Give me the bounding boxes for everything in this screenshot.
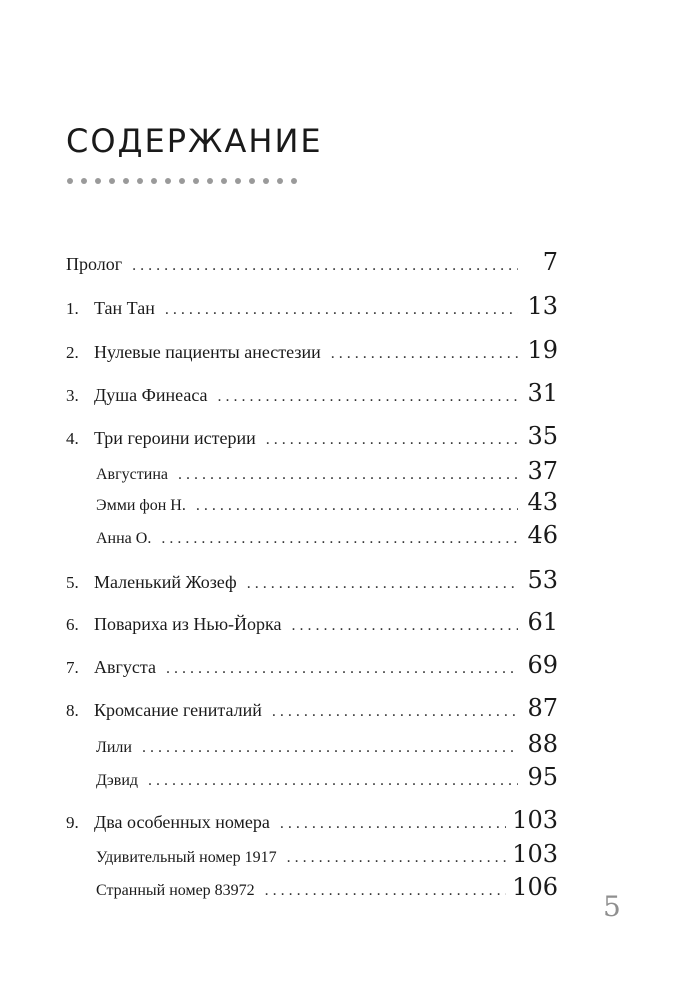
toc-subentry[interactable] [96, 457, 558, 485]
toc-subentry[interactable] [96, 840, 558, 868]
toc-entry-chapter-2[interactable] [66, 336, 558, 364]
toc-subentry[interactable] [96, 873, 558, 901]
toc-entry-page: 13 [527, 292, 558, 320]
toc-entry-page: 46 [527, 521, 558, 549]
toc-entry-page: 31 [527, 379, 558, 407]
dot-leader [132, 257, 518, 275]
dot-leader [178, 466, 518, 484]
toc-entry-title: Повариха из Нью-Йорка [94, 614, 282, 634]
toc-entry-chapter-7[interactable] [66, 651, 558, 679]
toc-entry-page: 95 [527, 763, 558, 791]
toc-entry-page: 69 [527, 651, 558, 679]
toc-entry-number: 9. [66, 813, 79, 832]
toc-subentry[interactable] [96, 763, 558, 791]
toc-entry-title: Лили [96, 739, 132, 756]
toc-entry-title: Нулевые пациенты анестезии [94, 342, 321, 362]
toc-entry-chapter-6[interactable] [66, 608, 558, 636]
toc-entry-title: Августа [94, 657, 156, 677]
toc-entry-number: 6. [66, 615, 79, 634]
toc-entry-title: Анна О. [96, 530, 152, 547]
toc-entry-number: 4. [66, 429, 79, 448]
dot-leader [287, 849, 507, 867]
toc-entry-title: Кромсание гениталий [94, 700, 262, 720]
dot-leader [142, 739, 518, 757]
toc-entry-prologue[interactable] [66, 248, 558, 276]
toc-entry-title: Два особенных номера [94, 812, 270, 832]
dotted-divider [67, 178, 297, 184]
toc-entry-page: 7 [542, 248, 558, 276]
dot-leader [166, 660, 518, 678]
toc-entry-page: 35 [527, 422, 558, 450]
toc-entry-number: 1. [66, 299, 79, 318]
dot-leader [148, 772, 518, 790]
toc-entry-page: 19 [527, 336, 558, 364]
toc-entry-number: 7. [66, 658, 79, 677]
toc-entry-page: 103 [512, 840, 558, 868]
toc-entry-title: Тан Тан [94, 298, 155, 318]
toc-entry-chapter-1[interactable] [66, 292, 558, 320]
toc-entry-chapter-4[interactable] [66, 422, 558, 450]
toc-entry-title: Пролог [66, 254, 123, 274]
toc-entry-chapter-5[interactable] [66, 566, 558, 594]
toc-subentry[interactable] [96, 521, 558, 549]
toc-entry-title: Дэвид [96, 772, 139, 789]
toc-subentry[interactable] [96, 488, 558, 516]
toc-entry-number: 3. [66, 386, 79, 405]
page-title: СОДЕРЖАНИЕ [66, 122, 323, 160]
toc-subentry[interactable] [96, 730, 558, 758]
toc-entry-title: Маленький Жозеф [94, 572, 237, 592]
toc-entry-title: Душа Финеаса [94, 385, 208, 405]
dot-leader [292, 617, 519, 635]
dot-leader [196, 497, 518, 515]
toc-entry-title: Странный номер 83972 [96, 882, 255, 899]
toc-entry-page: 61 [527, 608, 558, 636]
dot-leader [218, 388, 518, 406]
toc-entry-page: 106 [512, 873, 558, 901]
toc-entry-chapter-8[interactable] [66, 694, 558, 722]
toc-entry-title: Удивительный номер 1917 [96, 849, 277, 866]
toc-entry-page: 88 [527, 730, 558, 758]
toc-entry-page: 103 [512, 806, 558, 834]
toc-entry-number: 2. [66, 343, 79, 362]
dot-leader [265, 882, 507, 900]
dot-leader [161, 530, 518, 548]
dot-leader [331, 345, 518, 363]
dot-leader [280, 815, 506, 833]
dot-leader [247, 575, 518, 593]
toc-entry-page: 87 [527, 694, 558, 722]
dot-leader [266, 431, 518, 449]
toc-entry-page: 37 [527, 457, 558, 485]
toc-entry-chapter-9[interactable] [66, 806, 558, 834]
dot-leader [165, 301, 518, 319]
page-number: 5 [603, 890, 621, 923]
toc-entry-chapter-3[interactable] [66, 379, 558, 407]
dot-leader [272, 703, 518, 721]
toc-entry-page: 53 [527, 566, 558, 594]
toc-entry-page: 43 [527, 488, 558, 516]
toc-entry-title: Августина [96, 466, 168, 483]
toc-entry-number: 8. [66, 701, 79, 720]
toc-entry-number: 5. [66, 573, 79, 592]
toc-entry-title: Три героини истерии [94, 428, 256, 448]
toc-entry-title: Эмми фон Н. [96, 497, 186, 514]
